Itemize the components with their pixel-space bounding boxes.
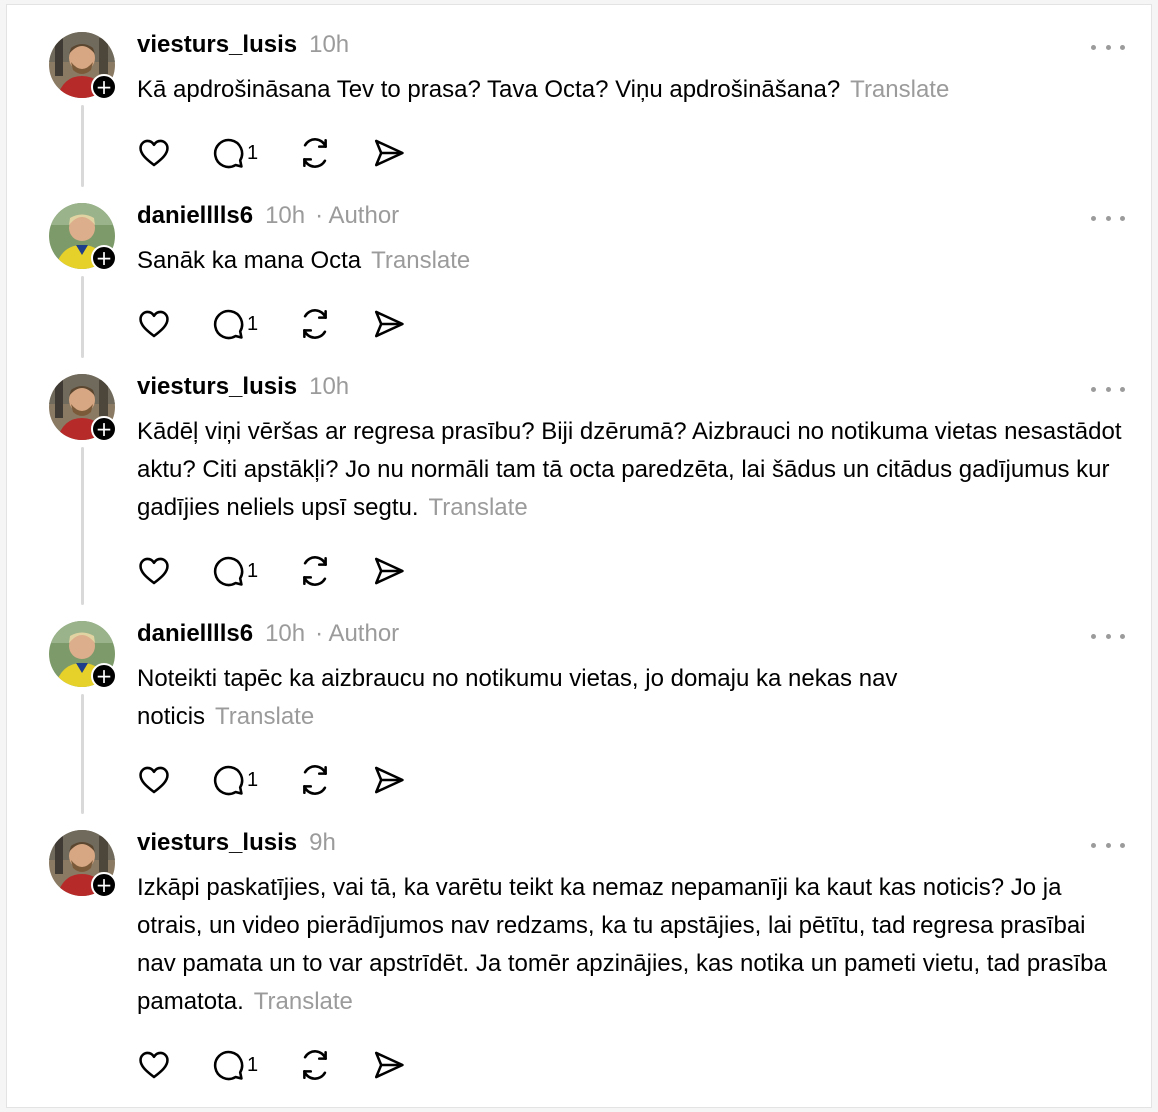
post-text-content: Noteikti tapēc ka aizbraucu no notikumu vietas, jo domaju ka nekas nav noticis bbox=[137, 665, 898, 730]
comment-icon bbox=[211, 763, 245, 797]
post-header bbox=[137, 202, 399, 230]
heart-icon bbox=[137, 307, 171, 341]
post-header bbox=[137, 829, 346, 857]
share-button[interactable] bbox=[372, 136, 406, 170]
share-button[interactable] bbox=[372, 307, 406, 341]
action-bar bbox=[137, 551, 446, 591]
reply-button[interactable] bbox=[211, 554, 258, 588]
action-bar bbox=[137, 1045, 446, 1085]
post bbox=[7, 5, 1151, 176]
post-text bbox=[137, 71, 1122, 109]
share-button[interactable] bbox=[372, 554, 406, 588]
avatar-wrap[interactable] bbox=[49, 621, 115, 687]
post-text-content: Kā apdrošināsana Tev to prasa? Tava Octa? Viņu apdrošināšana? bbox=[137, 76, 841, 103]
repost-button[interactable] bbox=[298, 554, 332, 588]
thread-container bbox=[6, 4, 1152, 1108]
avatar-wrap[interactable] bbox=[49, 203, 115, 269]
author-badge: · Author bbox=[315, 202, 400, 229]
timestamp[interactable]: 9h bbox=[309, 829, 336, 856]
post-text-content: Sanāk ka mana Octa bbox=[137, 247, 362, 274]
repost-button[interactable] bbox=[298, 307, 332, 341]
more-icon[interactable] bbox=[1091, 212, 1125, 224]
reply-count: 1 bbox=[247, 768, 259, 791]
avatar-wrap[interactable] bbox=[49, 830, 115, 896]
username[interactable]: viesturs_lusis bbox=[137, 373, 298, 400]
send-icon bbox=[372, 307, 406, 341]
repost-icon bbox=[298, 307, 332, 341]
repost-icon bbox=[298, 763, 332, 797]
username[interactable]: viesturs_lusis bbox=[137, 31, 298, 58]
plus-icon[interactable]: + bbox=[91, 245, 117, 271]
post-text bbox=[137, 413, 1122, 527]
thread-line bbox=[81, 447, 84, 605]
avatar-wrap[interactable] bbox=[49, 374, 115, 440]
comment-icon bbox=[211, 554, 245, 588]
username[interactable]: danielllls6 bbox=[137, 202, 254, 229]
timestamp[interactable]: 10h bbox=[309, 373, 350, 400]
send-icon bbox=[372, 554, 406, 588]
timestamp[interactable]: 10h bbox=[265, 620, 306, 647]
reply-button[interactable] bbox=[211, 136, 258, 170]
comment-icon bbox=[211, 1048, 245, 1082]
reply-count: 1 bbox=[247, 559, 259, 582]
heart-icon bbox=[137, 136, 171, 170]
avatar-wrap[interactable] bbox=[49, 32, 115, 98]
repost-button[interactable] bbox=[298, 763, 332, 797]
like-button[interactable] bbox=[137, 763, 171, 797]
heart-icon bbox=[137, 554, 171, 588]
post-text bbox=[137, 869, 1122, 1021]
reply-count: 1 bbox=[247, 312, 259, 335]
repost-icon bbox=[298, 1048, 332, 1082]
translate-link[interactable]: Translate bbox=[371, 247, 471, 274]
translate-link[interactable]: Translate bbox=[850, 76, 950, 103]
action-bar bbox=[137, 760, 446, 800]
username[interactable]: viesturs_lusis bbox=[137, 829, 298, 856]
like-button[interactable] bbox=[137, 136, 171, 170]
comment-icon bbox=[211, 307, 245, 341]
share-button[interactable] bbox=[372, 763, 406, 797]
username[interactable]: danielllls6 bbox=[137, 620, 254, 647]
action-bar bbox=[137, 133, 446, 173]
heart-icon bbox=[137, 763, 171, 797]
post-header bbox=[137, 31, 359, 59]
more-icon[interactable] bbox=[1091, 41, 1125, 53]
reply-button[interactable] bbox=[211, 307, 258, 341]
send-icon bbox=[372, 1048, 406, 1082]
action-bar bbox=[137, 304, 446, 344]
post-text-content: Izkāpi paskatījies, vai tā, ka varētu teikt ka nemaz nepamanīji ka kaut kas noticis? Jo ja otrais, un video pierādījumos nav redzams, ka tu apstājies, lai pētītu, tad regresa prasībai nav pamata un to var apstrīdēt. Ja tomēr apzinājies, kas notika un pameti vietu, tad prasība pamatota. bbox=[137, 874, 1107, 1015]
author-badge: · Author bbox=[315, 620, 400, 647]
timestamp[interactable]: 10h bbox=[309, 31, 350, 58]
thread-line bbox=[81, 105, 84, 187]
send-icon bbox=[372, 763, 406, 797]
post bbox=[7, 594, 1151, 803]
more-icon[interactable] bbox=[1091, 630, 1125, 642]
plus-icon[interactable]: + bbox=[91, 74, 117, 100]
thread-line bbox=[81, 276, 84, 358]
thread-line bbox=[81, 694, 84, 814]
plus-icon[interactable]: + bbox=[91, 663, 117, 689]
repost-icon bbox=[298, 136, 332, 170]
post-header bbox=[137, 373, 359, 401]
post-header bbox=[137, 620, 399, 648]
repost-button[interactable] bbox=[298, 136, 332, 170]
send-icon bbox=[372, 136, 406, 170]
plus-icon[interactable]: + bbox=[91, 872, 117, 898]
post bbox=[7, 803, 1151, 1103]
reply-count: 1 bbox=[247, 141, 259, 164]
repost-button[interactable] bbox=[298, 1048, 332, 1082]
reply-count: 1 bbox=[247, 1053, 259, 1076]
comment-icon bbox=[211, 136, 245, 170]
heart-icon bbox=[137, 1048, 171, 1082]
post-text bbox=[137, 242, 1122, 280]
share-button[interactable] bbox=[372, 1048, 406, 1082]
like-button[interactable] bbox=[137, 307, 171, 341]
repost-icon bbox=[298, 554, 332, 588]
post bbox=[7, 347, 1151, 594]
translate-link[interactable]: Translate bbox=[428, 494, 528, 521]
post-text-content: Kādēļ viņi vēršas ar regresa prasību? Biji dzērumā? Aizbrauci no notikuma vietas nesastādot aktu? Citi apstākļi? Jo nu normāli tam tā octa paredzēta, lai šādus un citādus gadījumus kur gadījies neliels upsī segtu. bbox=[137, 418, 1122, 521]
plus-icon[interactable]: + bbox=[91, 416, 117, 442]
reply-button[interactable] bbox=[211, 1048, 258, 1082]
post bbox=[7, 176, 1151, 347]
translate-link[interactable]: Translate bbox=[215, 703, 315, 730]
post-text bbox=[137, 660, 1007, 736]
more-icon[interactable] bbox=[1091, 839, 1125, 851]
translate-link[interactable]: Translate bbox=[253, 988, 353, 1015]
like-button[interactable] bbox=[137, 554, 171, 588]
timestamp[interactable]: 10h bbox=[265, 202, 306, 229]
more-icon[interactable] bbox=[1091, 383, 1125, 395]
like-button[interactable] bbox=[137, 1048, 171, 1082]
reply-button[interactable] bbox=[211, 763, 258, 797]
